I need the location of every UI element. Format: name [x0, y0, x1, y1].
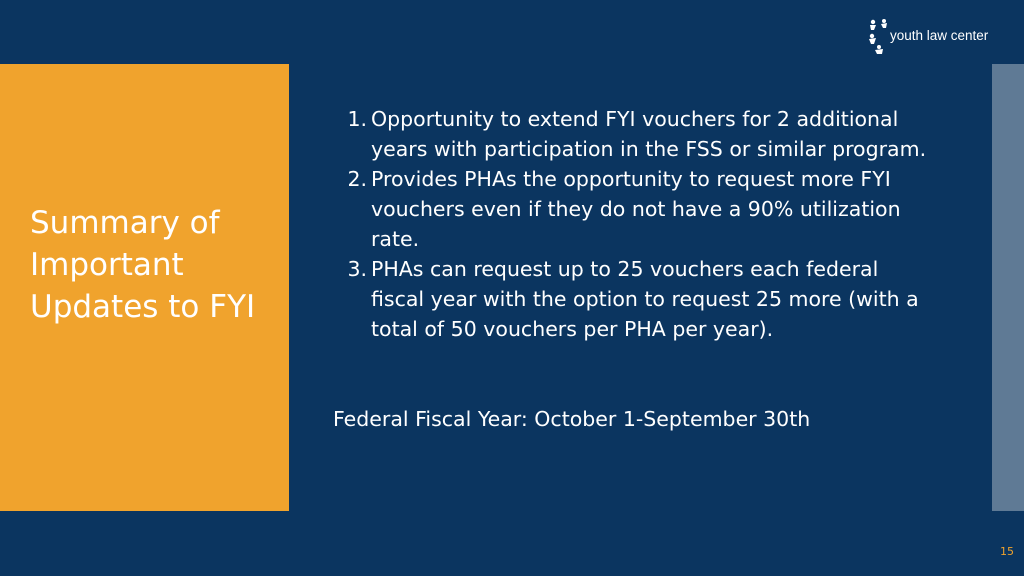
list-item — [333, 164, 933, 254]
logo — [868, 16, 1018, 56]
list-item-number: 2. — [347, 167, 367, 191]
list-item — [333, 104, 933, 164]
list-item — [333, 254, 933, 344]
youth-law-center-figures-icon — [868, 18, 890, 54]
fiscal-year-note: Federal Fiscal Year: October 1-September 30th — [333, 407, 811, 431]
slide-title: Summary of Important Updates to FYI — [30, 205, 256, 325]
side-accent-bar — [992, 64, 1024, 511]
list-item-text: PHAs can request up to 25 vouchers each federal fiscal year with the option to request 25 more (with a total of 50 vouchers per PHA per year). — [371, 257, 919, 341]
list-item-number: 3. — [347, 257, 367, 281]
list-item-text: Provides PHAs the opportunity to request more FYI vouchers even if they do not have a 90% utilization rate. — [371, 167, 901, 251]
updates-list — [333, 104, 933, 344]
list-item-number: 1. — [347, 107, 367, 131]
list-item-text: Opportunity to extend FYI vouchers for 2 additional years with participation in the FSS or similar program. — [371, 107, 927, 161]
page-number: 15 — [1000, 545, 1014, 558]
logo-text: youth law center — [890, 28, 989, 43]
